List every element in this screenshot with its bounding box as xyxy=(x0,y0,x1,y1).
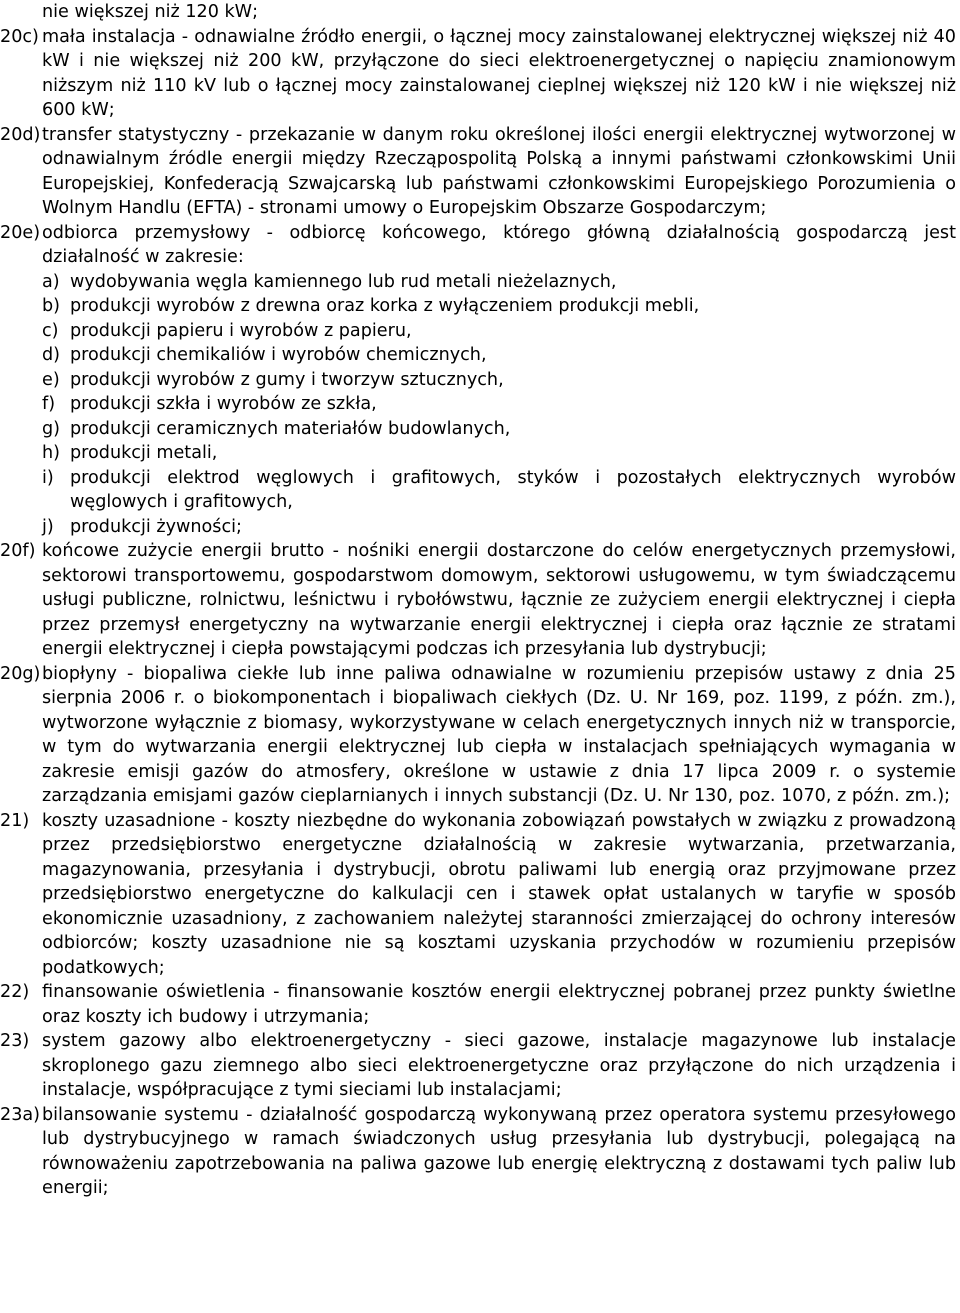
subitem-text: produkcji elektrod węglowych i grafitowych, styków i pozostałych elektrycznych wyrobów węglowych i grafitowych, xyxy=(70,467,956,512)
item-text: bilansowanie systemu - działalność gospodarczą wykonywaną przez operatora systemu przesyłowego lub dystrybucyjnego w ramach świadczonych usług przesyłania lub dystrybucji, polegającą na równoważeniu zapotrzebowania na paliwa gazowe lub energię elektryczną z dostawami tych paliw lub energii; xyxy=(42,1104,956,1198)
subitem-d xyxy=(42,343,956,368)
subitem-letter: f) xyxy=(42,394,56,414)
subitem-text: produkcji ceramicznych materiałów budowlanych, xyxy=(70,418,511,439)
item-number: 23) xyxy=(0,1031,30,1051)
subitem-letter: e) xyxy=(42,369,60,390)
subitem-a xyxy=(42,270,956,295)
subitem-text: produkcji wyrobów z drewna oraz korka z wyłączeniem produkcji mebli, xyxy=(70,296,700,316)
item-text: transfer statystyczny - przekazanie w danym roku określonej ilości energii elektrycznej wytworzonej w odnawialnym źródle energii między Rzecząpospolitą Polską a innymi państwami członkowskimi Unii Europejskiej, Konfederacją Szwajcarską lub państwami członkowskimi Europejskiego Porozumienia o Wolnym Handlu (EFTA) - stronami umowy o Europejskim Obszarze Gospodarczym; xyxy=(42,124,956,218)
subitem-letter: i) xyxy=(42,467,54,488)
definition-item-23 xyxy=(0,1029,956,1103)
definition-item-20e xyxy=(0,221,956,270)
item-number: 20d) xyxy=(0,124,41,145)
subitem-text: produkcji szkła i wyrobów ze szkła, xyxy=(70,394,377,414)
subitem-f xyxy=(42,392,956,417)
item-text: finansowanie oświetlenia - finansowanie kosztów energii elektrycznej pobranej przez punkty świetlne oraz koszty ich budowy i utrzymania; xyxy=(42,982,956,1027)
definition-item-20f xyxy=(0,539,956,662)
item-text: odbiorca przemysłowy - odbiorcę końcowego, którego główną działalnością gospodarczą jest działalność w zakresie: xyxy=(42,222,956,267)
subitem-letter: c) xyxy=(42,320,59,341)
item-text: system gazowy albo elektroenergetyczny - sieci gazowe, instalacje magazynowe lub instalacje skroplonego gazu ziemnego albo sieci elektroenergetyczne oraz przyłączone do nich urządzenia i instalacje, współpracujące z tymi sieciami lub instalacjami; xyxy=(42,1031,956,1100)
subitem-text: produkcji chemikaliów i wyrobów chemicznych, xyxy=(70,345,487,365)
item-number: 20f) xyxy=(0,541,36,561)
intro-continuation: nie większej niż 120 kW; xyxy=(42,2,259,22)
subitem-text: produkcji papieru i wyrobów z papieru, xyxy=(70,320,412,341)
definition-item-23a xyxy=(0,1103,956,1201)
subitem-b xyxy=(42,294,956,319)
subitem-letter: a) xyxy=(42,271,60,292)
item-number: 20e) xyxy=(0,222,41,243)
subitem-text: produkcji metali, xyxy=(70,443,218,463)
subitem-letter: d) xyxy=(42,345,61,365)
definition-item-20d xyxy=(0,123,956,221)
subitem-j xyxy=(42,515,956,540)
item-number: 20c) xyxy=(0,26,39,47)
item-text: mała instalacja - odnawialne źródło energii, o łącznej mocy zainstalowanej elektrycznej większej niż 40 kW i nie większej niż 200 kW, przyłączone do sieci elektroenergetycznej o napięciu znamionowym niższym niż 110 kV lub o łącznej mocy zainstalowanej cieplnej większej niż 120 kW i nie większej niż 600 kW; xyxy=(42,26,956,120)
subitem-letter: h) xyxy=(42,443,61,463)
definition-item-20g xyxy=(0,662,956,809)
item-number: 21) xyxy=(0,810,30,831)
definition-item-20c xyxy=(0,25,956,123)
subitem-text: wydobywania węgla kamiennego lub rud metali nieżelaznych, xyxy=(70,271,617,292)
subitem-text: produkcji wyrobów z gumy i tworzyw sztucznych, xyxy=(70,369,504,390)
item-number: 22) xyxy=(0,982,30,1002)
subitem-letter: b) xyxy=(42,296,61,316)
subitem-c xyxy=(42,319,956,344)
subitem-g xyxy=(42,417,956,442)
subitem-letter: j) xyxy=(42,516,54,537)
subitem-i xyxy=(42,466,956,515)
subitem-text: produkcji żywności; xyxy=(70,516,242,537)
definition-item-21 xyxy=(0,809,956,981)
definition-item-22 xyxy=(0,980,956,1029)
subitem-e xyxy=(42,368,956,393)
subitem-h xyxy=(42,441,956,466)
item-text: biopłyny - biopaliwa ciekłe lub inne paliwa odnawialne w rozumieniu przepisów ustawy z dnia 25 sierpnia 2006 r. o biokomponentach i biopaliwach ciekłych (Dz. U. Nr 169, poz. 1199, z późn. zm.), wytworzone wyłącznie z biomasy, wykorzystywane w celach energetycznych innych niż w transporcie, w tym do wytwarzania energii elektrycznej lub ciepła w instalacjach spełniających wymagania w zakresie emisji gazów do atmosfery, określone w ustawie z dnia 17 lipca 2009 r. o systemie zarządzania emisjami gazów cieplarnianych i innych substancji (Dz. U. Nr 130, poz. 1070, z późn. zm.); xyxy=(42,663,956,806)
item-text: koszty uzasadnione - koszty niezbędne do wykonania zobowiązań powstałych w związku z prowadzoną przez przedsiębiorstwo energetyczne działalnością w zakresie wytwarzania, przetwarzania, magazynowania, przesyłania i dystrybucji, obrotu paliwami lub energią oraz przyjmowane przez przedsiębiorstwo energetyczne do kalkulacji cen i stawek opłat ustalanych w taryfie w sposób ekonomicznie uzasadniony, z zachowaniem należytej staranności zmierzającej do ochrony interesów odbiorców; koszty uzasadnione nie są kosztami uzyskania przychodów w rozumieniu przepisów podatkowych; xyxy=(42,810,956,978)
subitem-letter: g) xyxy=(42,418,61,439)
item-number: 20g) xyxy=(0,663,41,684)
item-text: końcowe zużycie energii brutto - nośniki energii dostarczone do celów energetycznych przemysłowi, sektorowi transportowemu, gospodarstwom domowym, sektorowi usługowemu, w tym świadczącemu usługi publiczne, rolnictwu, leśnictwu i rybołówstwu, łącznie ze zużyciem energii elektrycznej i ciepła przez przemysł energetyczny na wytwarzanie energii elektrycznej i ciepła oraz łącznie ze stratami energii elektrycznej i ciepła powstającymi podczas ich przesyłania lub dystrybucji; xyxy=(42,541,956,659)
item-number: 23a) xyxy=(0,1104,41,1125)
